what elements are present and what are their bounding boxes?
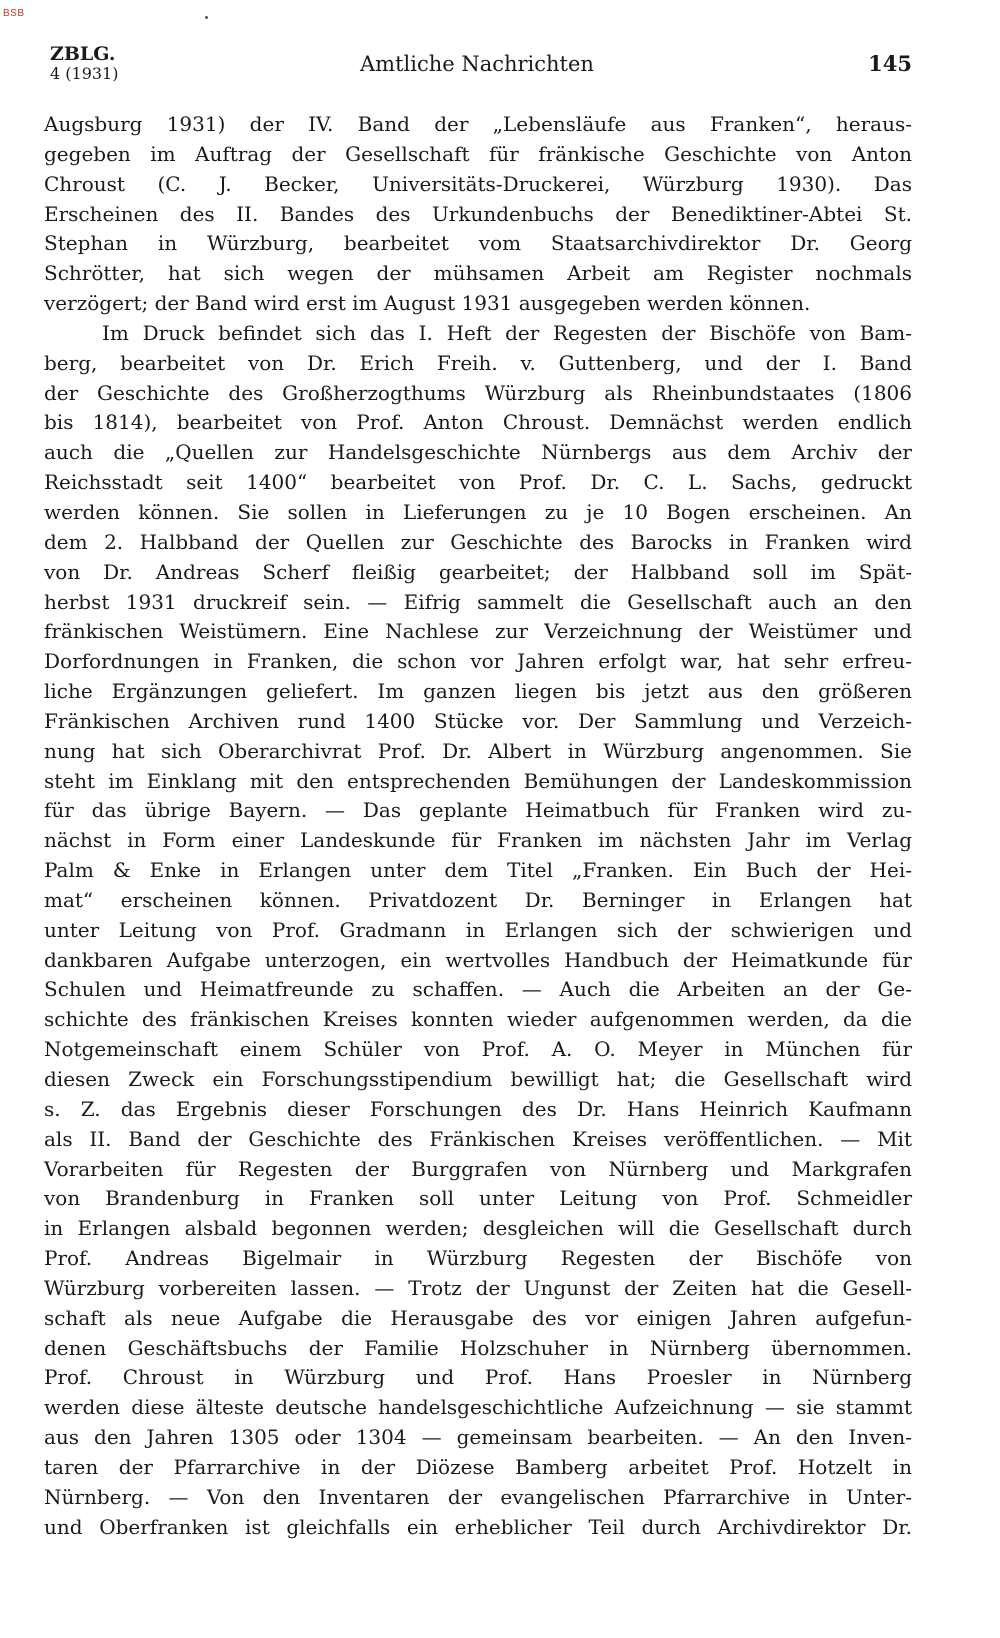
text-line: Würzburg vorbereiten lassen. — Trotz der Ungunst der Zeiten hat die Gesell- <box>44 1275 912 1300</box>
text-line: berg, bearbeitet von Dr. Erich Freih. v. Guttenberg, und der I. Band <box>44 350 912 375</box>
text-line: Schulen und Heimatfreunde zu schaffen. — Auch die Arbeiten an der Ge- <box>44 977 912 1002</box>
text-line: in Erlangen alsbald begonnen werden; desgleichen will die Gesellschaft durch <box>44 1216 912 1241</box>
text-line: Vorarbeiten für Regesten der Burggrafen von Nürnberg und Markgrafen <box>44 1156 912 1181</box>
text-line: schichte des fränkischen Kreises konnten wieder aufgenommen werden, da die <box>44 1007 912 1032</box>
page-number: 145 <box>868 51 912 76</box>
text-line: von Brandenburg in Franken soll unter Leitung von Prof. Schmeidler <box>44 1186 912 1211</box>
text-line: fränkischen Weistümern. Eine Nachlese zur Verzeichnung der Weistümer und <box>44 619 912 644</box>
scan-speck <box>205 16 208 19</box>
text-line: liche Ergänzungen geliefert. Im ganzen liegen bis jetzt aus den größeren <box>44 679 912 704</box>
journal-abbreviation: ZBLG. <box>50 43 116 65</box>
text-line: werden diese älteste deutsche handelsgeschichtliche Aufzeichnung — sie stammt <box>44 1395 912 1420</box>
text-line: und Oberfranken ist gleichfalls ein erheblicher Teil durch Archivdirektor Dr. <box>44 1514 912 1539</box>
text-line: nächst in Form einer Landeskunde für Franken im nächsten Jahr im Verlag <box>44 828 912 853</box>
text-line: schaft als neue Aufgabe die Herausgabe des vor einigen Jahren aufgefun- <box>44 1305 912 1330</box>
text-line: Erscheinen des II. Bandes des Urkundenbuchs der Benediktiner-Abtei St. <box>44 201 912 226</box>
text-line: werden können. Sie sollen in Lieferungen zu je 10 Bogen erscheinen. An <box>44 499 912 524</box>
text-line: verzögert; der Band wird erst im August 1931 ausgegeben werden können. <box>44 291 811 316</box>
issue-number: 4 (1931) <box>50 64 119 83</box>
text-line: Fränkischen Archiven rund 1400 Stücke vor. Der Sammlung und Verzeich- <box>44 708 912 733</box>
page-header <box>50 44 912 94</box>
text-line: gegeben im Auftrag der Gesellschaft für fränkische Geschichte von Anton <box>44 141 912 166</box>
text-line: Prof. Andreas Bigelmair in Würzburg Regesten der Bischöfe von <box>44 1246 912 1271</box>
library-stamp: BSB <box>3 8 25 19</box>
text-line: diesen Zweck ein Forschungsstipendium bewilligt hat; die Gesellschaft wird <box>44 1067 912 1091</box>
text-line: nung hat sich Oberarchivrat Prof. Dr. Albert in Würzburg angenommen. Sie <box>44 738 912 763</box>
text-line: für das übrige Bayern. — Das geplante Heimatbuch für Franken wird zu- <box>44 798 912 823</box>
text-line: s. Z. das Ergebnis dieser Forschungen des Dr. Hans Heinrich Kaufmann <box>44 1096 912 1121</box>
text-line: aus den Jahren 1305 oder 1304 — gemeinsam bearbeiten. — An den Inven- <box>44 1425 912 1450</box>
text-line: Augsburg 1931) der IV. Band der „Lebensläufe aus Franken“, heraus- <box>44 112 912 136</box>
text-line: denen Geschäftsbuchs der Familie Holzschuher in Nürnberg übernommen. <box>44 1335 912 1360</box>
text-line: von Dr. Andreas Scherf fleißig gearbeitet; der Halbband soll im Spät- <box>44 559 912 584</box>
text-line: Palm & Enke in Erlangen unter dem Titel „Franken. Ein Buch der Hei- <box>44 858 912 883</box>
text-line: steht im Einklang mit den entsprechenden Bemühungen der Landeskommission <box>44 768 912 793</box>
text-line: der Geschichte des Großherzogthums Würzburg als Rheinbundstaates (1806 <box>44 380 912 405</box>
text-line: Im Druck befindet sich das I. Heft der Regesten der Bischöfe von Bam- <box>102 320 912 345</box>
text-line: Nürnberg. — Von den Inventaren der evangelischen Pfarrarchive in Unter- <box>44 1484 912 1509</box>
text-line: dem 2. Halbband der Quellen zur Geschichte des Barocks in Franken wird <box>44 529 912 554</box>
text-line: dankbaren Aufgabe unterzogen, ein wertvolles Handbuch der Heimatkunde für <box>44 947 912 972</box>
text-line: taren der Pfarrarchive in der Diözese Bamberg arbeitet Prof. Hotzelt in <box>44 1454 912 1479</box>
text-line: Stephan in Würzburg, bearbeitet vom Staatsarchivdirektor Dr. Georg <box>44 231 912 256</box>
body-text <box>44 110 912 1543</box>
text-line: Prof. Chroust in Würzburg und Prof. Hans Proesler in Nürnberg <box>44 1365 912 1390</box>
text-line: Chroust (C. J. Becker, Universitäts-Druckerei, Würzburg 1930). Das <box>44 171 912 196</box>
text-line: als II. Band der Geschichte des Fränkischen Kreises veröffentlichen. — Mit <box>44 1126 912 1151</box>
text-line: auch die „Quellen zur Handelsgeschichte Nürnbergs aus dem Archiv der <box>44 440 912 465</box>
text-line: herbst 1931 druckreif sein. — Eifrig sammelt die Gesellschaft auch an den <box>44 589 912 614</box>
text-line: Reichsstadt seit 1400“ bearbeitet von Prof. Dr. C. L. Sachs, gedruckt <box>44 470 912 495</box>
text-line: mat“ erscheinen können. Privatdozent Dr. Berninger in Erlangen hat <box>44 887 912 912</box>
running-title: Amtliche Nachrichten <box>360 52 594 76</box>
text-line: unter Leitung von Prof. Gradmann in Erlangen sich der schwierigen und <box>44 917 912 942</box>
text-line: Schrötter, hat sich wegen der mühsamen Arbeit am Register nochmals <box>44 261 912 286</box>
text-line: Notgemeinschaft einem Schüler von Prof. A. O. Meyer in München für <box>44 1037 912 1062</box>
text-line: bis 1814), bearbeitet von Prof. Anton Chroust. Demnächst werden endlich <box>44 410 912 435</box>
text-line: Dorfordnungen in Franken, die schon vor Jahren erfolgt war, hat sehr erfreu- <box>44 649 912 674</box>
